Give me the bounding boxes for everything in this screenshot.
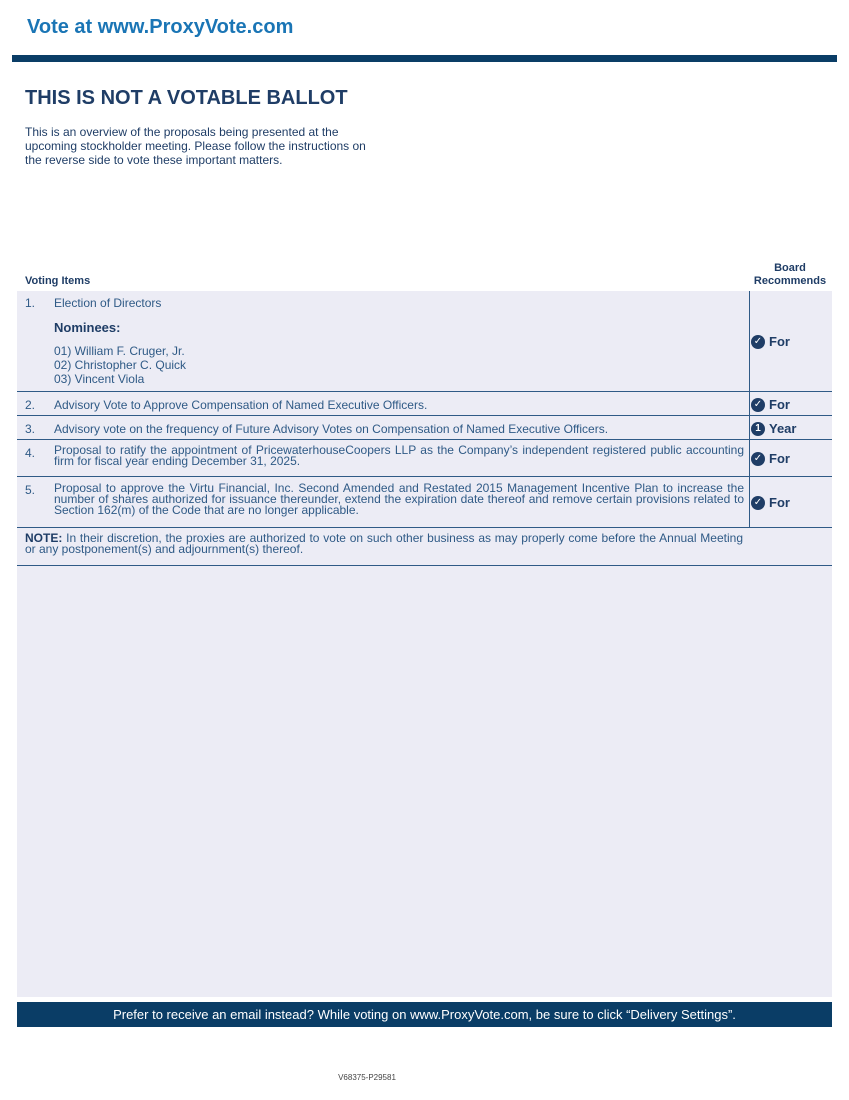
note-label: NOTE: — [25, 531, 63, 545]
board-label-line: Recommends — [753, 275, 827, 287]
board-label-line: Board — [774, 262, 806, 274]
recommendation-label: For — [769, 451, 790, 466]
recommendation-label: For — [769, 495, 790, 510]
proposal-text: Proposal to ratify the appointment of PricewaterhouseCoopers LLP as the Company’s independent registered public accounting firm for fiscal year ending December 31, 2025. — [54, 443, 744, 468]
check-circle-icon: ✓ — [751, 496, 765, 510]
recommendation-label: For — [769, 334, 790, 349]
proposal-text: Advisory vote on the frequency of Future Advisory Votes on Compensation of Named Executive Officers. — [54, 422, 609, 436]
proposal-row — [17, 291, 832, 392]
recommendation-label: For — [769, 397, 790, 412]
proxyvote-header-link[interactable]: Vote at www.ProxyVote.com — [27, 16, 294, 38]
note-paragraph — [25, 533, 743, 555]
proposal-row — [17, 392, 832, 416]
nominee-list — [54, 344, 186, 386]
proposal-number: 4. — [25, 446, 36, 460]
delivery-settings-banner — [17, 1002, 832, 1027]
board-recommends-header — [750, 262, 830, 288]
proposal-number: 1. — [25, 296, 36, 310]
intro-line: This is an overview of the proposals being presented at the — [25, 125, 339, 139]
proposal-text: Proposal to approve the Virtu Financial, Inc. Second Amended and Restated 2015 Management Incentive Plan to increase the number of shares authorized for issuance thereunder, extend the expiration date thereof and remove certain provisions related to Section 162(m) of the Code that are no longer applicable. — [54, 481, 744, 517]
board-recommendation — [751, 421, 796, 436]
check-circle-icon: ✓ — [751, 452, 765, 466]
proposal-text: Election of Directors — [54, 296, 162, 310]
recommendation-column-divider — [749, 416, 750, 439]
proposal-number: 2. — [25, 398, 36, 412]
board-recommendation — [751, 451, 790, 466]
note-text: In their discretion, the proxies are authorized to vote on such other business as may properly come before the Annual Meeting or any postponement(s) and adjournment(s) thereof. — [25, 531, 743, 556]
proposal-number: 5. — [25, 483, 36, 497]
banner-text: Prefer to receive an email instead? While voting on www.ProxyVote.com, be sure to click “Delivery Settings”. — [113, 1007, 736, 1022]
board-recommendation — [751, 397, 790, 412]
voting-items-header: Voting Items — [25, 275, 91, 287]
nominee-item: 03) Vincent Viola — [54, 372, 145, 386]
note-divider — [17, 565, 832, 566]
nominee-item: 01) William F. Cruger, Jr. — [54, 344, 185, 358]
recommendation-column-divider — [749, 440, 750, 476]
recommendation-column-divider — [749, 477, 750, 527]
recommendation-column-divider — [749, 291, 750, 391]
proposal-row — [17, 440, 832, 477]
header-divider — [12, 55, 837, 62]
page-title: THIS IS NOT A VOTABLE BALLOT — [25, 87, 348, 109]
recommendation-label: Year — [769, 421, 797, 436]
check-circle-icon: ✓ — [751, 335, 765, 349]
intro-line: upcoming stockholder meeting. Please follow the instructions on — [25, 139, 366, 153]
check-circle-icon: ✓ — [751, 398, 765, 412]
one-circle-icon: 1 — [751, 422, 765, 436]
nominee-item: 02) Christopher C. Quick — [54, 358, 187, 372]
board-recommendation — [751, 334, 790, 349]
proposal-text: Advisory Vote to Approve Compensation of Named Executive Officers. — [54, 398, 428, 412]
proposal-row — [17, 416, 832, 440]
recommendation-column-divider — [749, 392, 750, 415]
proposal-number: 3. — [25, 422, 36, 436]
proposal-row — [17, 477, 832, 528]
document-code: V68375-P29581 — [338, 1073, 396, 1082]
intro-line: the reverse side to vote these important matters. — [25, 153, 283, 167]
intro-paragraph — [25, 125, 425, 167]
nominees-heading: Nominees: — [54, 320, 121, 335]
board-recommendation — [751, 495, 790, 510]
